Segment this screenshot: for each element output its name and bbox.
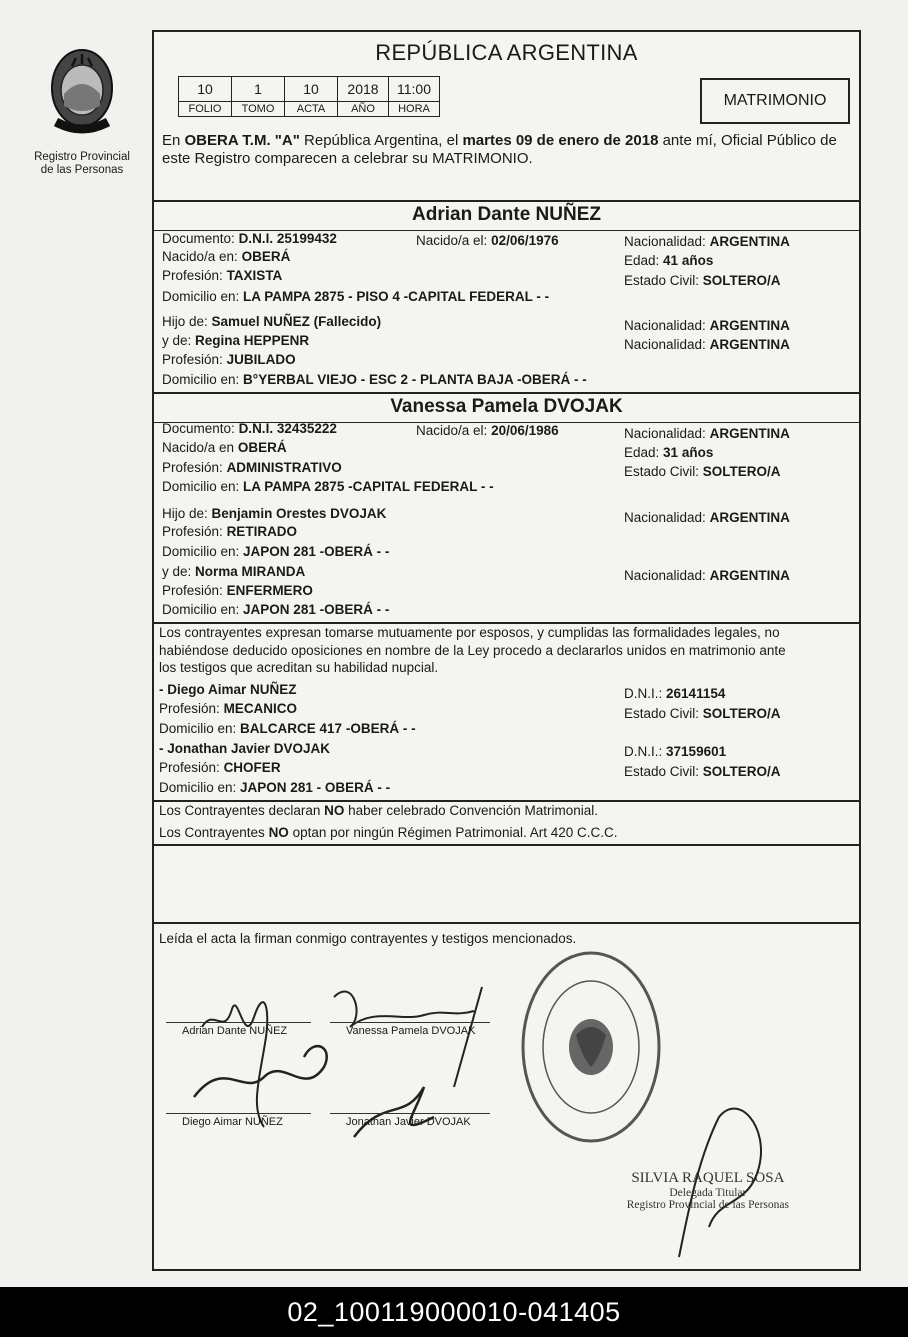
signature-witness1: Diego Aimar NUÑEZ bbox=[182, 1116, 283, 1128]
spouse2-father-profession: Profesión: RETIRADO bbox=[162, 524, 298, 539]
page-title: REPÚBLICA ARGENTINA bbox=[375, 40, 638, 65]
spouse2-nationality: Nacionalidad: ARGENTINA bbox=[624, 426, 790, 441]
spouse2-mother-profession: Profesión: ENFERMERO bbox=[162, 583, 313, 598]
tomo-label: TOMO bbox=[232, 102, 285, 117]
intro-text bbox=[162, 132, 854, 168]
hora-label: HORA bbox=[389, 102, 440, 117]
closing-text: Leída el acta la firman conmigo contrayentes y testigos mencionados. bbox=[159, 931, 577, 946]
witness2-civil-status: Estado Civil: SOLTERO/A bbox=[624, 764, 781, 779]
divider bbox=[154, 844, 859, 846]
declaration-line3: los testigos que acreditan su habilidad nupcial. bbox=[159, 660, 439, 675]
official-signature bbox=[669, 1097, 789, 1267]
spouse2-civil-status: Estado Civil: SOLTERO/A bbox=[624, 464, 781, 479]
spouse2-document: Documento: D.N.I. 32435222 bbox=[162, 421, 337, 436]
regime-text: Los Contrayentes NO optan por ningún Régimen Patrimonial. Art 420 C.C.C. bbox=[159, 825, 618, 840]
spouse1-mother-nationality: Nacionalidad: ARGENTINA bbox=[624, 337, 790, 352]
divider bbox=[154, 392, 859, 394]
spouse2-name: Vanessa Pamela DVOJAK bbox=[390, 396, 623, 417]
logo-caption-line1: Registro Provincial bbox=[34, 151, 130, 163]
spouse2-mother: y de: Norma MIRANDA bbox=[162, 564, 306, 579]
registry-data-table bbox=[178, 76, 440, 117]
intro-date: martes 09 de enero de 2018 bbox=[462, 132, 659, 149]
spouse2-birth-place: Nacido/a en OBERÁ bbox=[162, 440, 287, 455]
acta-label: ACTA bbox=[285, 102, 338, 117]
act-type-box: MATRIMONIO bbox=[700, 78, 850, 124]
anio-label: AÑO bbox=[338, 102, 389, 117]
spouse2-father-address: Domicilio en: JAPON 281 -OBERÁ - - bbox=[162, 544, 390, 559]
spouse1-birth-date: Nacido/a el: 02/06/1976 bbox=[416, 233, 559, 248]
signature-spouse2: Vanessa Pamela DVOJAK bbox=[346, 1025, 476, 1037]
marriage-certificate-form bbox=[152, 30, 861, 1271]
folio-label: FOLIO bbox=[179, 102, 232, 117]
handwritten-signatures bbox=[154, 947, 534, 1187]
document-barcode-id: 02_100119000010-041405 bbox=[0, 1287, 908, 1337]
folio-value: 10 bbox=[179, 77, 232, 102]
signature-spouse1: Adrian Dante NUÑEZ bbox=[182, 1025, 288, 1037]
spouse2-mother-nationality: Nacionalidad: ARGENTINA bbox=[624, 568, 790, 583]
spouse1-civil-status: Estado Civil: SOLTERO/A bbox=[624, 273, 781, 288]
spouse1-parent-profession: Profesión: JUBILADO bbox=[162, 352, 296, 367]
acta-value: 10 bbox=[285, 77, 338, 102]
spouse2-mother-address: Domicilio en: JAPON 281 -OBERÁ - - bbox=[162, 602, 390, 617]
declaration-line1: Los contrayentes expresan tomarse mutuamente por esposos, y cumplidas las formalidades legales, no bbox=[159, 625, 780, 640]
witness1-address: Domicilio en: BALCARCE 417 -OBERÁ - - bbox=[159, 721, 416, 736]
signature-witness2: Jonathan Javier DVOJAK bbox=[346, 1116, 471, 1128]
signature-line bbox=[330, 1022, 490, 1023]
registry-logo bbox=[32, 44, 132, 177]
official-office: Registro Provincial de las Personas bbox=[626, 1199, 789, 1211]
signature-line bbox=[166, 1113, 311, 1114]
misiones-coat-of-arms-icon bbox=[42, 44, 122, 140]
spouse1-nationality: Nacionalidad: ARGENTINA bbox=[624, 234, 790, 249]
official-name: SILVIA RAQUEL SOSA bbox=[631, 1170, 785, 1186]
anio-value: 2018 bbox=[338, 77, 389, 102]
intro-p1: En bbox=[162, 132, 185, 149]
logo-caption-line2: de las Personas bbox=[40, 164, 124, 176]
registry-stamp bbox=[516, 947, 666, 1147]
spouse2-father: Hijo de: Benjamin Orestes DVOJAK bbox=[162, 506, 387, 521]
spouse2-birth-date: Nacido/a el: 20/06/1986 bbox=[416, 423, 559, 438]
spouse1-birth-place: Nacido/a en: OBERÁ bbox=[162, 249, 291, 264]
spouse1-father-nationality: Nacionalidad: ARGENTINA bbox=[624, 318, 790, 333]
divider bbox=[154, 200, 859, 202]
divider bbox=[154, 800, 859, 802]
signature-line bbox=[166, 1022, 311, 1023]
witness2-address: Domicilio en: JAPON 281 - OBERÁ - - bbox=[159, 780, 391, 795]
hora-value: 11:00 bbox=[389, 77, 440, 102]
spouse2-father-nationality: Nacionalidad: ARGENTINA bbox=[624, 510, 790, 525]
intro-p2: República Argentina, el bbox=[299, 132, 463, 149]
spouse1-address: Domicilio en: LA PAMPA 2875 - PISO 4 -CAPITAL FEDERAL - - bbox=[162, 289, 550, 304]
witness2-name: - Jonathan Javier DVOJAK bbox=[159, 741, 331, 756]
witness1-profession: Profesión: MECANICO bbox=[159, 701, 298, 716]
declaration-line2: habiéndose deducido oposiciones en nombre de la Ley procedo a declararlos unidos en matrimonio ante bbox=[159, 643, 786, 658]
spouse2-profession: Profesión: ADMINISTRATIVO bbox=[162, 460, 342, 475]
witness1-civil-status: Estado Civil: SOLTERO/A bbox=[624, 706, 781, 721]
spouse1-parent-address: Domicilio en: B°YERBAL VIEJO - ESC 2 - PLANTA BAJA -OBERÁ - - bbox=[162, 372, 587, 387]
witness1-name: - Diego Aimar NUÑEZ bbox=[159, 682, 297, 697]
spouse2-age: Edad: 31 años bbox=[624, 445, 714, 460]
witness2-dni: D.N.I.: 37159601 bbox=[624, 744, 727, 759]
spouse1-father: Hijo de: Samuel NUÑEZ (Fallecido) bbox=[162, 314, 382, 329]
witness1-dni: D.N.I.: 26141154 bbox=[624, 686, 726, 701]
intro-place: OBERA T.M. "A" bbox=[184, 132, 300, 149]
spouse1-age: Edad: 41 años bbox=[624, 253, 714, 268]
spouse1-name: Adrian Dante NUÑEZ bbox=[412, 204, 601, 225]
witness2-profession: Profesión: CHOFER bbox=[159, 760, 281, 775]
spouse2-address: Domicilio en: LA PAMPA 2875 -CAPITAL FEDERAL - - bbox=[162, 479, 494, 494]
tomo-value: 1 bbox=[232, 77, 285, 102]
official-role: Delegada Titular bbox=[669, 1187, 747, 1199]
convention-text: Los Contrayentes declaran NO haber celebrado Convención Matrimonial. bbox=[159, 803, 598, 818]
divider bbox=[154, 922, 859, 924]
intro-p3: ante mí, Oficial Público de este Registro comparecen a celebrar su MATRIMONIO. bbox=[162, 132, 837, 167]
spouse1-mother: y de: Regina HEPPENR bbox=[162, 333, 310, 348]
divider bbox=[154, 622, 859, 624]
spouse1-document: Documento: D.N.I. 25199432 bbox=[162, 231, 337, 246]
spouse1-profession: Profesión: TAXISTA bbox=[162, 268, 283, 283]
signature-line bbox=[330, 1113, 490, 1114]
